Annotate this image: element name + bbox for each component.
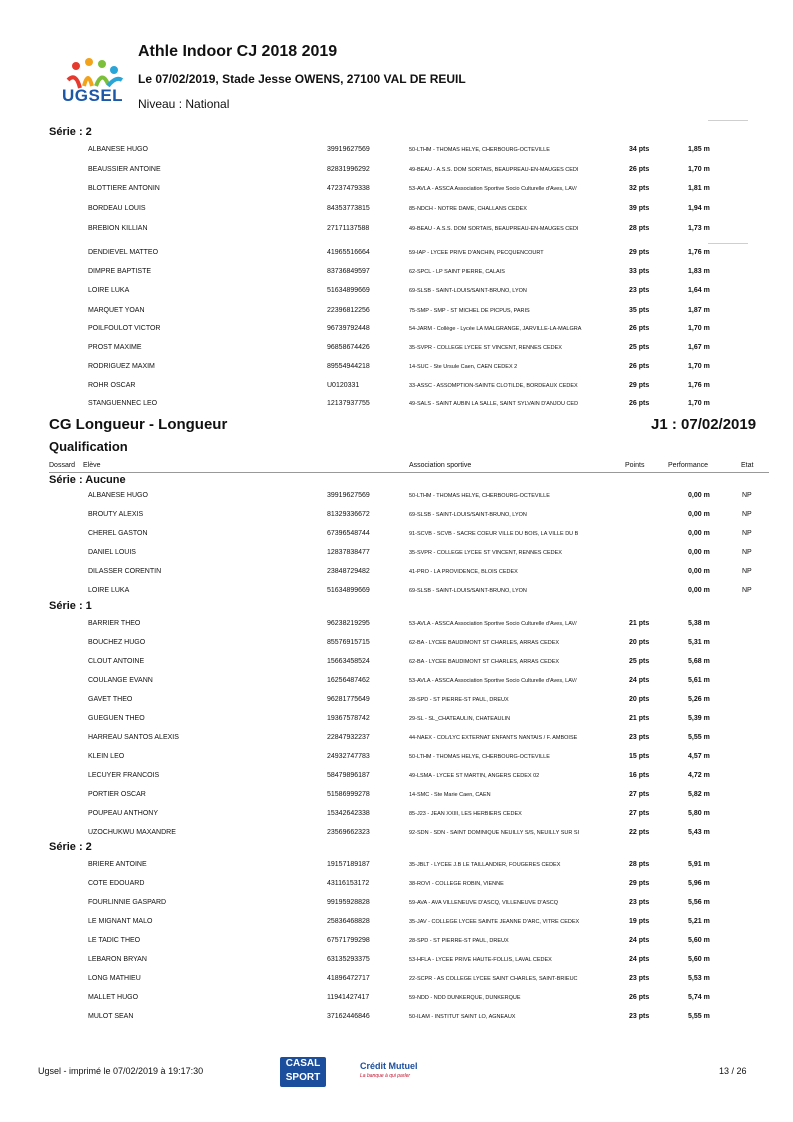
dossard-number: U0120331	[327, 382, 360, 389]
casal-line1: CASAL	[285, 1058, 321, 1069]
series-label: Série : 2	[49, 126, 92, 138]
association: 14-SMC - Ste Marie Caen, CAEN	[409, 792, 491, 798]
table-row	[0, 307, 793, 326]
athlete-name: PORTIER OSCAR	[88, 791, 146, 798]
dossard-number: 19367578742	[327, 715, 370, 722]
association: 53-HFLA - LYCEE PRIVE HAUTE-FOLLIS, LAVAL CEDEX	[409, 957, 552, 963]
col-dossard: Dossard	[49, 462, 76, 469]
association: 35-JBLT - LYCEE J.B LE TAILLANDIER, FOUGERES CEDEX	[409, 862, 561, 868]
association: 28-SPD - ST PIERRE-ST PAUL, DREUX	[409, 697, 509, 703]
dossard-number: 15663458524	[327, 658, 370, 665]
points: 23 pts	[629, 734, 650, 741]
points: 33 pts	[629, 268, 650, 275]
association: 50-LTHM - THOMAS HELYE, CHERBOURG-OCTEVILLE	[409, 493, 550, 499]
performance: 1,87 m	[688, 307, 710, 314]
dossard-number: 83736849597	[327, 268, 370, 275]
performance: 5,53 m	[688, 975, 710, 982]
association: 62-SPCL - LP SAINT PIERRE, CALAIS	[409, 269, 505, 275]
dossard-number: 82831996292	[327, 166, 370, 173]
performance: 1,76 m	[688, 382, 710, 389]
points: 22 pts	[629, 829, 650, 836]
performance: 1,70 m	[688, 363, 710, 370]
header-underline	[49, 472, 769, 473]
event-subtitle: Le 07/02/2019, Stade Jesse OWENS, 27100 VAL DE REUIL	[138, 72, 466, 86]
dossard-number: 67571799298	[327, 937, 370, 944]
table-row	[0, 937, 793, 956]
level-label: Niveau : National	[138, 97, 230, 111]
performance: 0,00 m	[688, 568, 710, 575]
association: 50-LTHM - THOMAS HELYE, CHERBOURG-OCTEVILLE	[409, 754, 550, 760]
association: 22-SCPR - AS COLLEGE LYCEE SAINT CHARLES, SAINT-BRIEUC	[409, 976, 578, 982]
table-row	[0, 205, 793, 224]
document-title: Athle Indoor CJ 2018 2019	[138, 43, 338, 60]
association: 91-SCVB - SCVB - SACRE COEUR VILLE DU BOIS, LA VILLE DU B	[409, 531, 579, 537]
table-row	[0, 185, 793, 204]
association: 50-LTHM - THOMAS HELYE, CHERBOURG-OCTEVILLE	[409, 147, 550, 153]
athlete-name: BRIERE ANTOINE	[88, 861, 147, 868]
athlete-name: BORDEAU LOUIS	[88, 205, 146, 212]
association: 49-LSMA - LYCEE ST MARTIN, ANGERS CEDEX 02	[409, 773, 540, 779]
points: 20 pts	[629, 696, 650, 703]
status: NP	[742, 587, 752, 594]
athlete-name: LECUYER FRANCOIS	[88, 772, 160, 779]
dossard-number: 58479896187	[327, 772, 370, 779]
table-row	[0, 620, 793, 639]
casal-line2: SPORT	[285, 1072, 321, 1083]
points: 32 pts	[629, 185, 650, 192]
table-row	[0, 1013, 793, 1032]
col-etat: Etat	[741, 462, 754, 469]
divider	[708, 120, 748, 121]
association: 54-JARM - Collège - Lycée LA MALGRANGE, JARVILLE-LA-MALGRA	[409, 326, 582, 332]
performance: 5,80 m	[688, 810, 710, 817]
performance: 0,00 m	[688, 511, 710, 518]
athlete-name: RODRIGUEZ MAXIM	[88, 363, 155, 370]
athlete-name: MULOT SEAN	[88, 1013, 134, 1020]
athlete-name: CLOUT ANTOINE	[88, 658, 145, 665]
athlete-name: ALBANESE HUGO	[88, 492, 148, 499]
athlete-name: LOIRE LUKA	[88, 587, 130, 594]
table-row	[0, 363, 793, 382]
performance: 5,55 m	[688, 734, 710, 741]
dossard-number: 23848729482	[327, 568, 370, 575]
divider	[708, 243, 748, 244]
table-row	[0, 753, 793, 772]
association: 92-SDN - SDN - SAINT DOMINIQUE NEUILLY S/S, NEUILLY SUR SI	[409, 830, 580, 836]
table-row	[0, 530, 793, 549]
dossard-number: 24932747783	[327, 753, 370, 760]
points: 34 pts	[629, 146, 650, 153]
dossard-number: 51586999278	[327, 791, 370, 798]
dossard-number: 96281775649	[327, 696, 370, 703]
athlete-name: FOURLINNIE GASPARD	[88, 899, 167, 906]
dossard-number: 12837838477	[327, 549, 370, 556]
points: 23 pts	[629, 975, 650, 982]
performance: 1,70 m	[688, 400, 710, 407]
performance: 4,57 m	[688, 753, 710, 760]
association: 49-BEAU - A.S.S. DOM SORTAIS, BEAUPREAU-EN-MAUGES CEDI	[409, 226, 579, 232]
athlete-name: COTE EDOUARD	[88, 880, 145, 887]
dossard-number: 41896472717	[327, 975, 370, 982]
points: 24 pts	[629, 677, 650, 684]
points: 27 pts	[629, 791, 650, 798]
casal-sport-logo	[280, 1057, 326, 1087]
points: 26 pts	[629, 325, 650, 332]
performance: 0,00 m	[688, 530, 710, 537]
credit-mutuel-tagline: La banque à qui parler	[360, 1073, 411, 1079]
association: 44-NAEX - COL/LYC EXTERNAT ENFANTS NANTAIS / F. AMBOISE	[409, 735, 578, 741]
points: 26 pts	[629, 994, 650, 1001]
association: 53-AVLA - ASSCA Association Sportive Socio Culturelle d'Aves, LAV/	[409, 186, 577, 192]
performance: 5,91 m	[688, 861, 710, 868]
table-row	[0, 549, 793, 568]
table-row	[0, 696, 793, 715]
dossard-number: 99195928828	[327, 899, 370, 906]
points: 26 pts	[629, 400, 650, 407]
dossard-number: 27171137588	[327, 225, 370, 232]
performance: 1,85 m	[688, 146, 710, 153]
points: 28 pts	[629, 861, 650, 868]
athlete-name: UZOCHUKWU MAXANDRE	[88, 829, 176, 836]
association: 33-ASSC - ASSOMPTION-SAINTE CLOTILDE, BORDEAUX CEDEX	[409, 383, 578, 389]
association: 62-BA - LYCEE BAUDIMONT ST CHARLES, ARRAS CEDEX	[409, 640, 560, 646]
points: 29 pts	[629, 880, 650, 887]
athlete-name: DENDIEVEL MATTEO	[88, 249, 159, 256]
athlete-name: MARQUET YOAN	[88, 307, 145, 314]
table-row	[0, 918, 793, 937]
association: 75-SMP - SMP - ST MICHEL DE PICPUS, PARIS	[409, 308, 530, 314]
performance: 1,70 m	[688, 166, 710, 173]
points: 26 pts	[629, 363, 650, 370]
performance: 5,31 m	[688, 639, 710, 646]
table-row	[0, 287, 793, 306]
dossard-number: 37162446846	[327, 1013, 370, 1020]
athlete-name: BEAUSSIER ANTOINE	[88, 166, 161, 173]
points: 25 pts	[629, 658, 650, 665]
points: 21 pts	[629, 715, 650, 722]
dossard-number: 39919627569	[327, 492, 370, 499]
points: 29 pts	[629, 382, 650, 389]
table-row	[0, 249, 793, 268]
athlete-name: BARRIER THEO	[88, 620, 141, 627]
points: 15 pts	[629, 753, 650, 760]
dossard-number: 22396812256	[327, 307, 370, 314]
performance: 5,55 m	[688, 1013, 710, 1020]
status: NP	[742, 568, 752, 575]
athlete-name: CHEREL GASTON	[88, 530, 148, 537]
points: 19 pts	[629, 918, 650, 925]
association: 69-SLSB - SAINT-LOUIS/SAINT-BRUNO, LYON	[409, 512, 527, 518]
athlete-name: DILASSER CORENTIN	[88, 568, 162, 575]
table-row	[0, 344, 793, 363]
athlete-name: BROUTY ALEXIS	[88, 511, 144, 518]
credit-mutuel-logo: Crédit Mutuel	[360, 1061, 418, 1071]
dossard-number: 96739792448	[327, 325, 370, 332]
performance: 5,56 m	[688, 899, 710, 906]
dossard-number: 51634899669	[327, 587, 370, 594]
athlete-name: LE TADIC THEO	[88, 937, 141, 944]
dossard-number: 41965516664	[327, 249, 370, 256]
series-label: Série : 2	[49, 841, 92, 853]
points: 29 pts	[629, 249, 650, 256]
athlete-name: POILFOULOT VICTOR	[88, 325, 161, 332]
association: 53-AVLA - ASSCA Association Sportive Socio Culturelle d'Aves, LAV/	[409, 621, 577, 627]
table-row	[0, 568, 793, 587]
series-label: Série : 1	[49, 600, 92, 612]
association: 49-BEAU - A.S.S. DOM SORTAIS, BEAUPREAU-EN-MAUGES CEDI	[409, 167, 579, 173]
table-row	[0, 994, 793, 1013]
performance: 1,67 m	[688, 344, 710, 351]
col-eleve: Elève	[83, 462, 101, 469]
dossard-number: 85576915715	[327, 639, 370, 646]
association: 29-SL - SL_CHATEAULIN, CHATEAULIN	[409, 716, 511, 722]
association: 53-AVLA - ASSCA Association Sportive Socio Culturelle d'Aves, LAV/	[409, 678, 577, 684]
athlete-name: COULANGE EVANN	[88, 677, 153, 684]
athlete-name: GAVET THEO	[88, 696, 133, 703]
performance: 5,68 m	[688, 658, 710, 665]
athlete-name: PROST MAXIME	[88, 344, 142, 351]
points: 26 pts	[629, 166, 650, 173]
dossard-number: 67396548744	[327, 530, 370, 537]
performance: 1,64 m	[688, 287, 710, 294]
performance: 5,38 m	[688, 620, 710, 627]
dossard-number: 11941427417	[327, 994, 370, 1001]
association: 59-AVA - AVA VILLENEUVE D'ASCQ, VILLENEUVE D'ASCQ	[409, 900, 559, 906]
association: 41-PRO - LA PROVIDENCE, BLOIS CEDEX	[409, 569, 518, 575]
points: 20 pts	[629, 639, 650, 646]
table-row	[0, 225, 793, 244]
page-number: 13 / 26	[719, 1066, 747, 1076]
athlete-name: HARREAU SANTOS ALEXIS	[88, 734, 179, 741]
association: 35-SVPR - COLLEGE LYCEE ST VINCENT, RENNES CEDEX	[409, 345, 562, 351]
athlete-name: LONG MATHIEU	[88, 975, 141, 982]
section-title: CG Longueur - Longueur	[49, 416, 228, 433]
dossard-number: 23569662323	[327, 829, 370, 836]
points: 16 pts	[629, 772, 650, 779]
performance: 5,60 m	[688, 937, 710, 944]
dossard-number: 25836468828	[327, 918, 370, 925]
association: 50-ILAM - INSTITUT SAINT LO, AGNEAUX	[409, 1014, 516, 1020]
points: 24 pts	[629, 937, 650, 944]
status: NP	[742, 492, 752, 499]
performance: 5,26 m	[688, 696, 710, 703]
col-asso: Association sportive	[409, 462, 472, 469]
dossard-number: 12137937755	[327, 400, 370, 407]
association: 69-SLSB - SAINT-LOUIS/SAINT-BRUNO, LYON	[409, 288, 527, 294]
points: 39 pts	[629, 205, 650, 212]
logo-text: UGSEL	[62, 86, 124, 105]
performance: 1,83 m	[688, 268, 710, 275]
performance: 4,72 m	[688, 772, 710, 779]
performance: 5,43 m	[688, 829, 710, 836]
association: 59-NDD - NDD DUNKERQUE, DUNKERQUE	[409, 995, 521, 1001]
performance: 5,61 m	[688, 677, 710, 684]
dossard-number: 96858674426	[327, 344, 370, 351]
dossard-number: 39919627569	[327, 146, 370, 153]
performance: 5,39 m	[688, 715, 710, 722]
table-row	[0, 861, 793, 880]
points: 27 pts	[629, 810, 650, 817]
dossard-number: 15342642338	[327, 810, 370, 817]
dossard-number: 51634899669	[327, 287, 370, 294]
table-row	[0, 639, 793, 658]
points: 35 pts	[629, 307, 650, 314]
association: 49-SALS - SAINT AUBIN LA SALLE, SAINT SYLVAIN D'ANJOU CED	[409, 401, 579, 407]
table-row	[0, 829, 793, 848]
athlete-name: STANGUENNEC LEO	[88, 400, 158, 407]
performance: 5,21 m	[688, 918, 710, 925]
table-row	[0, 146, 793, 165]
dossard-number: 22847932237	[327, 734, 370, 741]
dossard-number: 16256487462	[327, 677, 370, 684]
dossard-number: 47237479338	[327, 185, 370, 192]
points: 23 pts	[629, 1013, 650, 1020]
points: 25 pts	[629, 344, 650, 351]
performance: 0,00 m	[688, 549, 710, 556]
table-row	[0, 734, 793, 753]
performance: 5,74 m	[688, 994, 710, 1001]
col-performance: Performance	[668, 462, 709, 469]
athlete-name: LEBARON BRYAN	[88, 956, 147, 963]
performance: 0,00 m	[688, 492, 710, 499]
table-row	[0, 772, 793, 791]
table-row	[0, 382, 793, 401]
table-row	[0, 810, 793, 829]
association: 59-IAP - LYCEE PRIVE D'ANCHIN, PECQUENCOURT	[409, 250, 544, 256]
athlete-name: MALLET HUGO	[88, 994, 139, 1001]
athlete-name: BLOTTIERE ANTONIN	[88, 185, 160, 192]
association: 85-J23 - JEAN XXIII, LES HERBIERS CEDEX	[409, 811, 522, 817]
athlete-name: DIMPRE BAPTISTE	[88, 268, 152, 275]
table-row	[0, 899, 793, 918]
table-row	[0, 325, 793, 344]
section-subtitle: Qualification	[49, 439, 128, 454]
athlete-name: DANIEL LOUIS	[88, 549, 136, 556]
performance: 1,81 m	[688, 185, 710, 192]
athlete-name: POUPEAU ANTHONY	[88, 810, 159, 817]
points: 24 pts	[629, 956, 650, 963]
points: 23 pts	[629, 899, 650, 906]
print-timestamp: Ugsel - imprimé le 07/02/2019 à 19:17:30	[38, 1066, 204, 1076]
table-row	[0, 880, 793, 899]
col-points: Points	[625, 462, 645, 469]
dossard-number: 19157189187	[327, 861, 370, 868]
status: NP	[742, 549, 752, 556]
performance: 5,60 m	[688, 956, 710, 963]
association: 35-JAV - COLLEGE LYCEE SAINTE JEANNE D'ARC, VITRE CEDEX	[409, 919, 580, 925]
dossard-number: 96238219295	[327, 620, 370, 627]
status: NP	[742, 511, 752, 518]
association: 62-BA - LYCEE BAUDIMONT ST CHARLES, ARRAS CEDEX	[409, 659, 560, 665]
athlete-name: LE MIGNANT MALO	[88, 918, 153, 925]
association: 35-SVPR - COLLEGE LYCEE ST VINCENT, RENNES CEDEX	[409, 550, 562, 556]
section-date: J1 : 07/02/2019	[651, 416, 757, 433]
points: 28 pts	[629, 225, 650, 232]
association: 14-SUC - Ste Ursule Caen, CAEN CEDEX 2	[409, 364, 518, 370]
athlete-name: BOUCHEZ HUGO	[88, 639, 146, 646]
points: 23 pts	[629, 287, 650, 294]
table-row	[0, 791, 793, 810]
athlete-name: GUEGUEN THEO	[88, 715, 145, 722]
association: 38-ROVI - COLLEGE ROBIN, VIENNE	[409, 881, 504, 887]
table-row	[0, 975, 793, 994]
table-row	[0, 658, 793, 677]
dossard-number: 84353773815	[327, 205, 370, 212]
performance: 5,96 m	[688, 880, 710, 887]
athlete-name: ROHR OSCAR	[88, 382, 136, 389]
table-row	[0, 956, 793, 975]
series-label: Série : Aucune	[49, 474, 126, 486]
table-row	[0, 677, 793, 696]
table-row	[0, 268, 793, 287]
performance: 5,82 m	[688, 791, 710, 798]
table-row	[0, 166, 793, 185]
performance: 1,70 m	[688, 325, 710, 332]
table-row	[0, 511, 793, 530]
dossard-number: 43116153172	[327, 880, 370, 887]
points: 21 pts	[629, 620, 650, 627]
athlete-name: LOIRE LUKA	[88, 287, 130, 294]
performance: 0,00 m	[688, 587, 710, 594]
performance: 1,94 m	[688, 205, 710, 212]
performance: 1,76 m	[688, 249, 710, 256]
dossard-number: 81329336672	[327, 511, 370, 518]
status: NP	[742, 530, 752, 537]
dossard-number: 63135293375	[327, 956, 370, 963]
athlete-name: ALBANESE HUGO	[88, 146, 148, 153]
performance: 1,73 m	[688, 225, 710, 232]
table-row	[0, 492, 793, 511]
table-row	[0, 715, 793, 734]
association: 69-SLSB - SAINT-LOUIS/SAINT-BRUNO, LYON	[409, 588, 527, 594]
dossard-number: 89554944218	[327, 363, 370, 370]
association: 85-NDCH - NOTRE DAME, CHALLANS CEDEX	[409, 206, 527, 212]
athlete-name: KLEIN LEO	[88, 753, 125, 760]
table-row	[0, 587, 793, 606]
association: 28-SPD - ST PIERRE-ST PAUL, DREUX	[409, 938, 509, 944]
athlete-name: BREBION KILLIAN	[88, 225, 148, 232]
